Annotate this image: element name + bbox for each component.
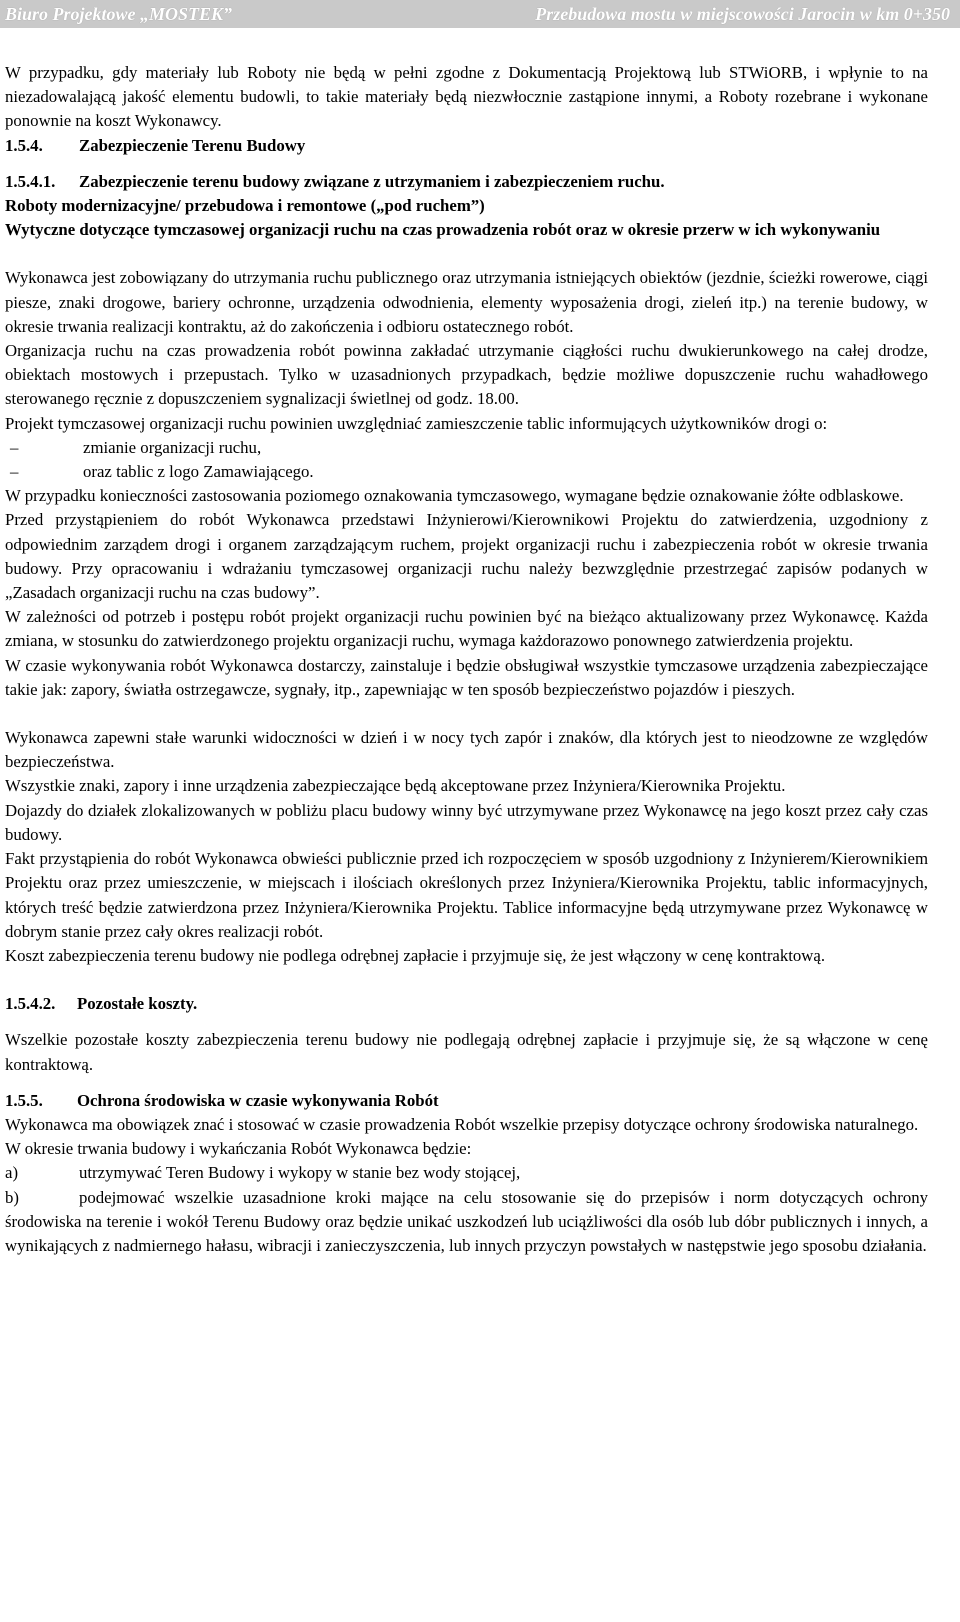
list-item-text: oraz tablic z logo Zamawiającego.: [83, 462, 314, 482]
list-item-text: utrzymywać Teren Budowy i wykopy w stanie bez wody stojącej,: [79, 1163, 521, 1183]
page-header: [0, 0, 960, 28]
paragraph-3: Projekt tymczasowej organizacji ruchu powinien uwzględniać zamieszczenie tablic informujących użytkowników drogi o:: [5, 413, 828, 433]
bold-line-roboty: Roboty modernizacyjne/ przebudowa i remontowe („pod ruchem”): [5, 196, 485, 216]
section-heading-1-5-5: [5, 1089, 928, 1113]
section-title: Zabezpieczenie Terenu Budowy: [79, 135, 306, 155]
section-number: 1.5.5.: [5, 1090, 43, 1110]
section-title: Ochrona środowiska w czasie wykonywania Robót: [77, 1090, 439, 1110]
section-number: 1.5.4.1.: [5, 171, 56, 191]
section-title: Pozostałe koszty.: [77, 994, 198, 1014]
section-heading-1-5-4-1: [5, 170, 928, 194]
bold-line-wytyczne: Wytyczne dotyczące tymczasowej organizacji ruchu na czas prowadzenia robót oraz w okresie przerw w ich wykonywaniu: [5, 220, 881, 240]
paragraph-15: W okresie trwania budowy i wykańczania Robót Wykonawca będzie:: [5, 1139, 472, 1159]
paragraph-11: Fakt przystąpienia do robót Wykonawca obwieści publicznie przed ich rozpoczęciem w sposób uzgodniony z Inżynierem/Kierownikiem Projektu oraz przez umieszczenie, w miejscach i ilościach określonych przez Inżyniera/Kierownika Projektu, tablic informacyjnych, których treść będzie zatwierdzona przez Inżyniera/Kierownika Projektu. Tablice informacyjne będą utrzymywane przez Wykonawcę w dobrym stanie przez cały okres realizacji robót.: [5, 849, 928, 941]
section-title: Zabezpieczenie terenu budowy związane z utrzymaniem i zabezpieczeniem ruchu.: [79, 171, 665, 191]
list-item: [5, 1161, 928, 1185]
paragraph-2: Organizacja ruchu na czas prowadzenia robót powinna zakładać utrzymanie ciągłości ruchu dwukierunkowego na całej drodze, obiektach mostowych i przepustach. Tylko w uzasadnionych przypadkach, będzie możliwe dopuszczenie ruchu wahadłowego sterowanego ręcznie z dopuszczeniem sygnalizacji świetlnej od godz. 18.00.: [5, 341, 928, 409]
paragraph-5: Przed przystąpieniem do robót Wykonawca przedstawi Inżynierowi/Kierownikowi Projektu do zatwierdzenia, uzgodniony z odpowiednim zarządem drogi i organem zarządzającym ruchem, projekt organizacji ruchu i zabezpieczenia robót w okresie trwania budowy. Przy opracowaniu i wdrażaniu tymczasowej organizacji ruchu należy bezwzględnie przestrzegać zapisów podanych w „Zasadach organizacji ruchu na czas budowy”.: [5, 510, 928, 603]
list-item: [5, 1186, 928, 1259]
list-item: [5, 460, 928, 484]
list-item-text: podejmować wszelkie uzasadnione kroki mające na celu stosowanie się do przepisów i norm dotyczących ochrony środowiska na terenie i wokół Terenu Budowy oraz będzie unikać uszkodzeń lub uciążliwości dla osób lub dóbr publicznych i innych, a wynikających z nadmiernego hałasu, wibracji i zanieczyszczenia, lub innych przyczyn powstałych w następstwie jego sposobu działania.: [5, 1187, 928, 1255]
list-marker: a): [5, 1163, 19, 1183]
paragraph-10: Dojazdy do działek zlokalizowanych w pobliżu placu budowy winny być utrzymywane przez Wykonawcę na jego koszt przez cały czas budowy.: [5, 800, 928, 844]
section-heading-1-5-4-2: [5, 992, 928, 1016]
paragraph-7: W czasie wykonywania robót Wykonawca dostarczy, zainstaluje i będzie obsługiwał wszystkie tymczasowe urządzenia zabezpieczające takie jak: zapory, światła ostrzegawcze, sygnały, itp., zapewniając w ten sposób bezpieczeństwo pojazdów i pieszych.: [5, 655, 928, 699]
dash-marker: –: [10, 462, 19, 482]
paragraph-14: Wykonawca ma obowiązek znać i stosować w czasie prowadzenia Robót wszelkie przepisy dotyczące ochrony środowiska naturalnego.: [5, 1114, 919, 1134]
header-project-title: Przebudowa mostu w miejscowości Jarocin w km 0+350: [535, 3, 950, 24]
paragraph-6: W zależności od potrzeb i postępu robót projekt organizacji ruchu powinien być na bieżąco aktualizowany przez Wykonawcę. Każda zmiana, w stosunku do zatwierdzonego projektu organizacji ruchu, wymaga każdorazowo ponownego zatwierdzenia projektu.: [5, 607, 928, 651]
dash-marker: –: [10, 437, 19, 457]
list-item-text: zmianie organizacji ruchu,: [83, 437, 262, 457]
list-marker: b): [5, 1187, 19, 1207]
document-body: [5, 28, 928, 1258]
paragraph-12: Koszt zabezpieczenia terenu budowy nie podlega odrębnej zapłacie i przyjmuje się, że jest włączony w cenę kontraktową.: [5, 945, 826, 965]
header-company: Biuro Projektowe „MOSTEK”: [5, 3, 233, 24]
paragraph-1: Wykonawca jest zobowiązany do utrzymania ruchu publicznego oraz utrzymania istniejących obiektów (jezdnie, ścieżki rowerowe, ciągi piesze, znaki drogowe, bariery ochronne, urządzenia odwodnienia, elementy wyposażenia drogi, zieleń itp.) na terenie budowy, w okresie trwania realizacji kontraktu, aż do zakończenia i odbioru ostatecznego robót.: [5, 268, 928, 336]
list-item: [5, 436, 928, 460]
section-heading-1-5-4: [5, 134, 928, 158]
paragraph-9: Wszystkie znaki, zapory i inne urządzenia zabezpieczające będą akceptowane przez Inżyniera/Kierownika Projektu.: [5, 776, 786, 796]
section-number: 1.5.4.2.: [5, 994, 56, 1014]
paragraph-8: Wykonawca zapewni stałe warunki widoczności w dzień i w nocy tych zapór i znaków, dla których jest to nieodzowne ze względów bezpieczeństwa.: [5, 728, 928, 772]
section-number: 1.5.4.: [5, 135, 43, 155]
paragraph-4: W przypadku konieczności zastosowania poziomego oznakowania tymczasowego, wymagane będzie oznakowanie żółte odblaskowe.: [5, 486, 904, 506]
paragraph-13: Wszelkie pozostałe koszty zabezpieczenia terenu budowy nie podlegają odrębnej zapłacie i przyjmuje się, że są włączone w cenę kontraktową.: [5, 1030, 928, 1074]
paragraph-intro: W przypadku, gdy materiały lub Roboty nie będą w pełni zgodne z Dokumentacją Projektową lub STWiORB, i wpłynie to na niezadowalającą jakość elementu budowli, to takie materiały będą niezwłocznie zastąpione innymi, a Roboty rozebrane i wykonane ponownie na koszt Wykonawcy.: [5, 63, 928, 131]
